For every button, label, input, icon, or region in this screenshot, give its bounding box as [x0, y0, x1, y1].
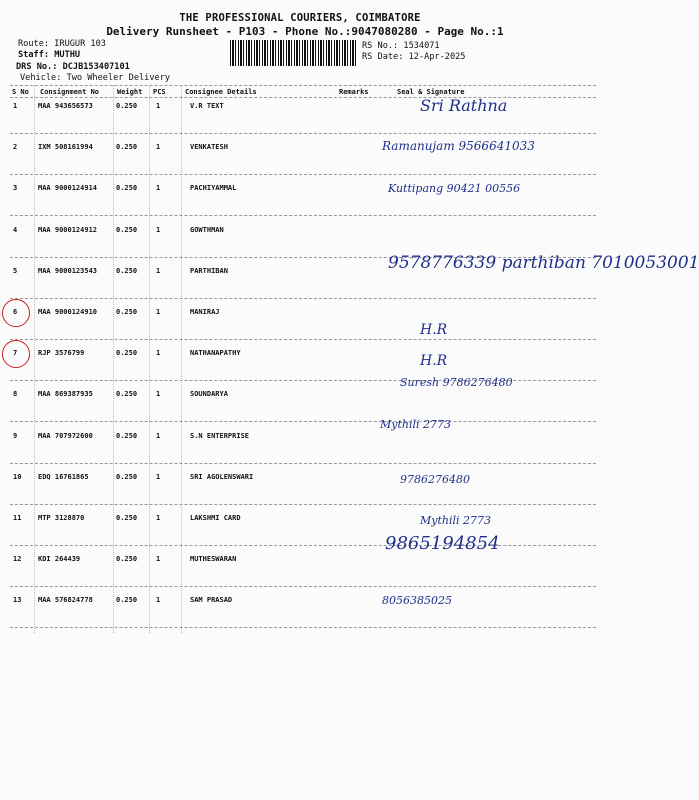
- cell-sno: 10: [13, 472, 22, 481]
- cell-consignee: NATHANAPATHY: [190, 349, 241, 358]
- row-divider: [10, 545, 596, 546]
- row-divider: [10, 339, 596, 340]
- cell-sno: 5: [13, 266, 18, 275]
- header-bottom-rule: [10, 97, 596, 98]
- row-divider: [10, 504, 596, 505]
- signature: Mythili 2773: [420, 514, 492, 527]
- signature: Mythili 2773: [380, 417, 452, 431]
- signature: Sri Rathna: [420, 96, 508, 115]
- row-divider: [10, 215, 596, 216]
- cell-weight: 0.250: [116, 308, 138, 316]
- cell-consignee: GOWTHMAN: [190, 225, 224, 234]
- cell-consignee: SRI AGOLENSWARI: [190, 472, 254, 481]
- col-consignment: Consignment No: [40, 88, 100, 96]
- cell-consignment: RJP 3576799: [38, 349, 85, 358]
- cell-weight: 0.250: [116, 102, 138, 110]
- signature: Suresh 9786276480: [400, 376, 513, 390]
- cell-consignee: SAM PRASAD: [190, 596, 233, 605]
- cell-weight: 0.250: [116, 184, 138, 193]
- staff: Staff: MUTHU: [18, 50, 81, 60]
- cell-pcs: 1: [156, 555, 161, 564]
- cell-consignee: VENKATESH: [190, 143, 228, 152]
- cell-pcs: 1: [156, 143, 161, 152]
- cell-sno: 1: [13, 102, 18, 110]
- col-pcs: PCS: [153, 88, 166, 96]
- row-divider: [10, 298, 596, 299]
- cell-sno: 7: [13, 349, 18, 358]
- cell-sno: 3: [13, 184, 18, 193]
- cell-pcs: 1: [156, 472, 161, 481]
- cell-consignee: PARTHIBAN: [190, 266, 228, 275]
- red-circle-mark: [2, 340, 30, 368]
- cell-pcs: 1: [156, 225, 161, 234]
- cell-sno: 12: [13, 555, 22, 564]
- cell-consignment: MAA 9000124910: [38, 308, 98, 316]
- row-divider: [10, 586, 596, 587]
- signature: 9865194854: [385, 533, 500, 555]
- signature: 8056385025: [382, 594, 452, 608]
- col-consignee: Consignee Details: [185, 88, 257, 96]
- route: Route: IRUGUR 103: [18, 39, 106, 49]
- cell-consignee: LAKSHMI CARD: [190, 514, 241, 522]
- cell-sno: 2: [13, 143, 18, 152]
- barcode: [230, 40, 358, 66]
- cell-weight: 0.250: [116, 225, 138, 234]
- row-divider: [10, 627, 596, 628]
- red-circle-mark: [2, 299, 30, 327]
- cell-weight: 0.250: [116, 514, 138, 522]
- col-divider: [149, 85, 150, 633]
- col-divider: [113, 85, 114, 633]
- cell-consignment: MAA 943656573: [38, 102, 93, 110]
- cell-sno: 13: [13, 596, 22, 605]
- cell-consignment: MAA 9000124914: [38, 184, 98, 193]
- cell-consignee: SOUNDARYA: [190, 390, 228, 399]
- cell-sno: 6: [13, 308, 18, 316]
- cell-weight: 0.250: [116, 390, 138, 399]
- rs-number: RS No.: 1534071: [362, 41, 440, 51]
- cell-weight: 0.250: [116, 143, 138, 152]
- signature: H.R: [420, 353, 448, 370]
- cell-weight: 0.250: [116, 349, 138, 358]
- cell-weight: 0.250: [116, 431, 138, 440]
- cell-sno: 4: [13, 225, 18, 234]
- cell-consignment: MAA 707972600: [38, 431, 93, 440]
- cell-consignment: EDQ 16761865: [38, 472, 89, 481]
- signature: Ramanujam 9566641033: [382, 139, 535, 154]
- col-remarks: Remarks: [339, 88, 369, 96]
- cell-consignee: MANIRAJ: [190, 308, 220, 316]
- row-divider: [10, 174, 596, 175]
- col-divider: [34, 85, 35, 633]
- cell-sno: 11: [13, 514, 22, 522]
- cell-pcs: 1: [156, 349, 161, 358]
- signature: 9578776339 parthiban 7010053001: [388, 252, 699, 273]
- cell-consignment: KDI 264439: [38, 555, 81, 564]
- cell-pcs: 1: [156, 102, 161, 110]
- signature: Kuttipang 90421 00556: [388, 182, 521, 196]
- cell-consignee: S.N ENTERPRISE: [190, 431, 250, 440]
- cell-consignee: V.R TEXT: [190, 102, 224, 110]
- cell-sno: 8: [13, 390, 18, 399]
- cell-pcs: 1: [156, 514, 161, 522]
- cell-consignee: MUTHESWARAN: [190, 555, 237, 564]
- company-title: THE PROFESSIONAL COURIERS, COIMBATORE: [179, 12, 421, 24]
- signature: 9786276480: [400, 472, 470, 486]
- cell-weight: 0.250: [116, 472, 138, 481]
- cell-weight: 0.250: [116, 555, 138, 564]
- cell-weight: 0.250: [116, 266, 138, 275]
- col-sno: S No: [12, 88, 29, 96]
- row-divider: [10, 421, 596, 422]
- row-divider: [10, 133, 596, 134]
- runsheet-title: Delivery Runsheet - P103 - Phone No.:9047080280 - Page No.:1: [106, 25, 504, 38]
- cell-pcs: 1: [156, 308, 161, 316]
- row-divider: [10, 463, 596, 464]
- cell-pcs: 1: [156, 266, 161, 275]
- col-divider: [181, 85, 182, 633]
- cell-consignee: PACHIYAMMAL: [190, 184, 237, 193]
- cell-consignment: MAA 869387935: [38, 390, 93, 399]
- cell-consignment: MAA 9000124912: [38, 225, 98, 234]
- cell-pcs: 1: [156, 390, 161, 399]
- cell-consignment: MAA 576824778: [38, 596, 93, 605]
- col-weight: Weight: [117, 88, 143, 96]
- cell-pcs: 1: [156, 596, 161, 605]
- cell-consignment: MTP 3128870: [38, 514, 85, 522]
- cell-weight: 0.250: [116, 596, 138, 605]
- cell-consignment: IXM 508161994: [38, 143, 93, 152]
- rs-date: RS Date: 12-Apr-2025: [362, 52, 466, 62]
- cell-consignment: MAA 9000123543: [38, 266, 98, 275]
- vehicle: Vehicle: Two Wheeler Delivery: [20, 73, 171, 83]
- header-top-rule: [10, 85, 596, 86]
- cell-pcs: 1: [156, 184, 161, 193]
- cell-pcs: 1: [156, 431, 161, 440]
- cell-sno: 9: [13, 431, 18, 440]
- signature: H.R: [420, 322, 448, 338]
- drs-number: DRS No.: DCJB153407101: [16, 62, 130, 72]
- col-signature: Seal & Signature: [397, 88, 465, 96]
